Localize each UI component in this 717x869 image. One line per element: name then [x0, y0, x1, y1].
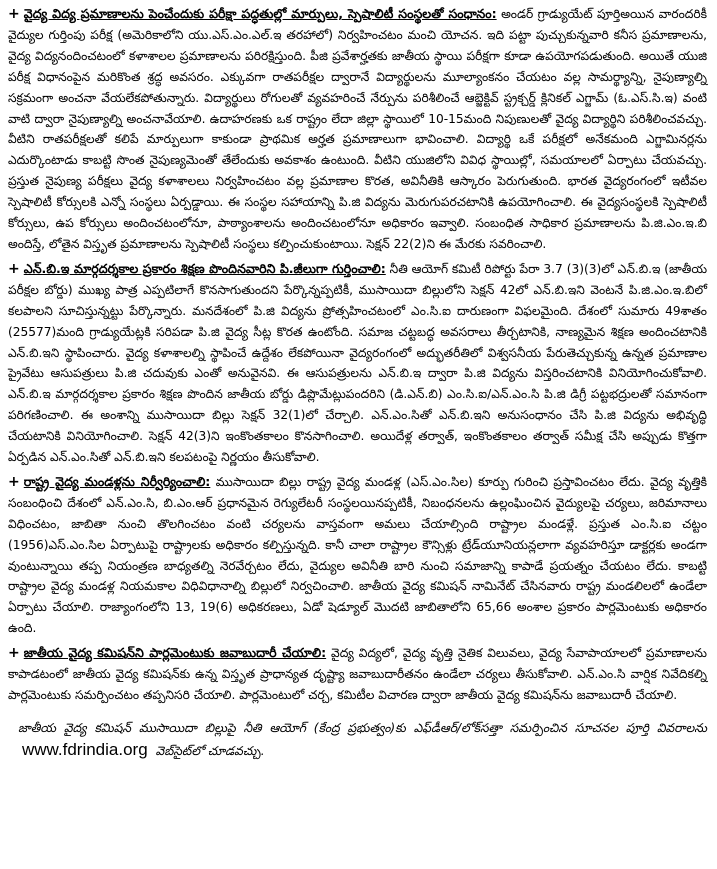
- section-body: నీతి ఆయోగ్ కమిటీ రిపోర్టు పేరా 3.7 (3)(3)లో ఎన్.బి.ఇ (జాతీయ పరీక్షల బోర్డు) ముఖ్య పాత్ర ఎప్పటిలాగే కొనసాగుతుందని పేర్కొన్నప్పటికీ, ముసాయిదా బిల్లులోని సెక్షన్ 42లో ఎన్.బి.ఇని వెంటనే పి.జి.ఎం.ఇ.బిలో కలపాలని సూచిస్తున్నట్టు పేర్కొన్నారు. మనదేశంలో పి.జి విద్యను ప్రోత్సహించటంలో ఎం.సి.ఐ దారుణంగా విఫలమైంది. దేశంలో సుమారు 49శాతం (25577)మంది గ్రాడ్యుయేట్లకి సరిపడా పి.జి వైద్య సీట్ల కొరత ఉంటోంది. సమాజ చట్టబద్ధ అవసరాలు తీర్చటానికి, నాణ్యమైన శిక్షణ అందించటానికి ఎన్.బి.ఇని స్థాపించారు. వైద్య కళాశాలల్ని స్థాపించే ఉద్దేశం లేకపోయినా వైద్యరంగంలో అద్భుతరీతిలో విశ్వసనీయ పేరుతెచ్చుకున్న ఉన్నత ప్రమాణాల ప్రైవేటు ఆసుపత్రులు పి.జి చదువుకు ఎంతో అనువైనవి. ఈ ఆసుపత్రులను ఎన్.బి.ఇ ద్వారా పి.జి విద్యను విస్తరించటానికి వినియోగించుకోవాలి. ఎన్.బి.ఇ మార్గదర్శకాల ప్రకారం శిక్షణ పొందిన జాతీయ బోర్డు డిప్లొమేట్లుపందరిని (డి.ఎన్.బి) ఎం.సి.ఐ/ఎన్.ఎం.సి పి.జి డిగ్రీ పట్టభద్రులతో సమానంగా పరిగణించాలి. ఈ అంశాన్ని ముసాయిదా బిల్లు సెక్షన్ 32(1)లో చేర్చాలి. ఎన్.ఎం.సితో ఎన్.బి.ఇని అనుసంధానం చేసి పి.జి విద్యను అభివృద్ధి చేయటానికి వినియోగించాలి. సెక్షన్ 42(3)ని ఇంకొంతకాలం కొనసాగించాలి. అయిదేళ్ల తర్వాత్, ఇంకొంతకాలం తర్వాత్ సమీక్ష చేసి అప్పుడు కొత్తగా ఏర్పడిన ఎన్.ఎం.సితో ఎన్.బి.ఇని కలపటంపై నిర్ణయం తీసుకోవాలి.: [8, 261, 708, 465]
- bullet-plus-icon: +: [8, 260, 20, 277]
- section-body: ముసాయిదా బిల్లు రాష్ట్ర వైద్య మండళ్ల (ఎస్.ఎం.సిల) కూర్పు గురించి ప్రస్తావించటం లేదు. వైద్య వృత్తికి సంబంధించి దేశంలో ఎన్.ఎం.సి, బి.ఎం.ఆర్ ప్రధానమైన రెగ్యులేటరీ సంస్థలయినప్పటికీ, నిబంధనలను ఉల్లంఘించిన వైద్యులపై చర్యలు, జరిమానాలు విధించటం, జాబితా నుంచి తొలగించటం వంటి చర్యలను వాస్తవంగా అమలు చేయాల్సింది రాష్ట్రాల మండళ్లే. ప్రస్తుత ఎం.సి.ఐ చట్టం (1956)ఎస్.ఎం.సిల ఏర్పాటుపై రాష్ట్రాలకు అధికారం కల్పిస్తున్నది. కానీ చాలా రాష్ట్రాల కౌన్సిళ్లు ట్రేడ్‌యూనియన్లలాగా వ్యవహరిస్తూ డాక్టర్లకు అండగా వుంటున్నాయి తప్ప నియంత్రణ బాధ్యతల్ని నెరవేర్చటం లేదు, వైద్యుల అవినీతి బారి నుంచి సమాజాన్ని కాపాడే ప్రయత్నం చేయటం లేదు. కాబట్టి రాష్ట్రాల వైద్య మండళ్ల నియమకాల విధివిధానాల్ని బిల్లులో నిర్వచించాలి. జాతీయ వైద్య కమిషన్ నామినేట్ చేసినవారు రాష్ట్ర మండలిలలో ఉండేలా ఏర్పాటు చేయాలి. రాజ్యాంగంలోని 13, 19(6) అధికరణలు, ఏడో షెడ్యూల్ మొదటి జాబితాలోని 65,66 అంశాల ప్రకారం పార్లమెంటుకు అధికారం ఉంది.: [8, 474, 708, 636]
- section-nbe-recognition: [8, 259, 707, 468]
- section-body: వైద్య విద్యలో, వైద్య వృత్తి నైతిక విలువలు, వైద్య సేవాపాయాలలో ప్రమాణాలను కాపాడటంలో జాతీయ వైద్య కమిషన్‌కు ఉన్న విస్తృత ప్రాధాన్యత దృష్ట్యా జవాబుదారీతనం ఉండేలా చర్యలు తీసుకోవాలి. ఎన్.ఎం.సి వార్షిక నివేదికల్ని పార్లమెంటుకు సమర్పించటం తప్పనిసరి చేయాలి. పార్లమెంటులో చర్చ, కమిటీల విచారణ ద్వారా జాతీయ వైద్య కమిషన్‌ను జవాబుదారీ చేయాలి.: [8, 646, 707, 702]
- bullet-plus-icon: +: [8, 473, 20, 490]
- section-heading: జాతీయ వైద్య కమిషన్‌ని పార్లమెంటుకు జవాబుదారీ చేయాలి:: [23, 645, 327, 661]
- footer-text-before: జాతీయ వైద్య కమిషన్ ముసాయిదా బిల్లుపై నీతి ఆయోగ్ (కేంద్ర ప్రభుత్వం)కు ఎఫ్‌డీఆర్/లోక్‌సత్తా సమర్పించిన సూచనల పూర్తి వివరాలను: [18, 721, 707, 736]
- section-heading: ఎన్.బి.ఇ మార్గదర్శకాల ప్రకారం శిక్షణ పొందినవారిని పి.జీలుగా గుర్తించాలి:: [23, 260, 386, 276]
- section-heading: వైద్య విద్య ప్రమాణాలను పెంచేందుకు పరీక్షా పద్ధతుల్లో మార్పులు, స్పెషాలిటీ సంస్థలతో సంధానం:: [23, 6, 497, 21]
- section-body: అండర్ గ్రాడ్యుయేట్ పూర్తిఅయిన వారందరికీ వైద్యుల గుర్తింపు పరీక్ష (అమెరికాలోని యు.ఎస్.ఎం.ఎల్.ఇ తరహాలో) నిర్వహించటం మంచి యోచన. ఇది పట్టా పుచ్చుకున్నవారి కనీస ప్రమాణాలను, వైద్య విద్యనందించటంలో కళాశాలల ప్రమాణాలను పరిరక్షిస్తుంది. పీజి ప్రవేశార్హతకు జాతీయ స్థాయి పరీక్షగా కూడా ఉపయోగపడుతుంది. అయితే యుజి పరీక్ష విధానంపైన మరికొంత శ్రద్ధ అవసరం. ఎక్కువగా రాతపరీక్షల ద్వారానే విద్యార్థులను మూల్యాంకనం చేయటం వల్ల సామర్థ్యాన్ని, నైపుణ్యాల్ని సక్రమంగా అంచనా వేయలేకపోతున్నారు. విద్యార్థులు రోగులతో వ్యవహరించే నేర్పును పరిశీలించే ఆబ్జెక్టివ్ స్ట్రక్చర్డ్ క్లినికల్ ఎగ్జామ్ (ఓ.ఎస్.సి.ఇ) వంటి వాటి ద్వారా నైపుణ్యాల్ని అంచనావేయాలి. ఉదాహరణకు ఒక రాష్ట్రం లేదా జిల్లా స్థాయిలో 10-15మంది నిపుణులతో వైద్య విద్యార్థిని పరిశీలించవచ్చు. వీటిని రాతపరీక్షలతో కలిపే మార్పులుగా కాకుండా ప్రాథమిక అర్హత ప్రమాణాలుగా భావించాలి. విద్యార్థి ఒకే పరీక్షలో అనేకమంది ఎగ్జామినర్లను ఎదుర్కొంటాడు కాబట్టి సొంత నైపుణ్యమెంతో తేలేందుకు అవకాశం ఉంటుంది. వీటిని యుజిలోని వివిధ స్థాయిల్లో, సమయాలలో ఏర్పాటు చేయవచ్చు. ప్రస్తుత నైపుణ్య పరీక్షలు వైద్య కళాశాలలు నిర్వహించటం వల్ల ప్రమాణాల కొరత, అవినీతికి ఆస్కారం పెరుగుతుంది. భారత వైద్యరంగంలో ఇటీవల స్పెషాలిటీ కోర్సులకి ఎన్నో సంస్థలు ఏర్పడ్డాయి. ఈ సంస్థల సహాయాన్ని పి.జి విద్యను మెరుగుపరచటానికి ఉపయోగించాలి. ఈ వైద్యసంస్థలకి స్పెషాలిటీ కోర్సులు, ఉప కోర్సులు అందించటంలోనూ, పాఠ్యాంశాలను అందించటంలోనూ అధికారం ఇవ్వాలి. సంబంధిత సాధికార ప్రమాణాలను పి.జి.ఎం.ఇ.బి అందిస్తే, లోతైన విస్తృత ప్రమాణాలను స్పెషాలిటీ సంస్థలు కల్పించుకుంటాయి. సెక్షన్ 22(2)ని ఈ మేరకు సవరించాలి.: [8, 7, 707, 251]
- section-heading: రాష్ట్ర వైద్య మండళ్లను నిర్వీర్యించాలి:: [23, 473, 211, 489]
- section-exam-reform: [8, 4, 707, 255]
- bullet-plus-icon: +: [8, 6, 20, 22]
- footer-text-after: వెబ్‌సైట్‌లో చూడవచ్చు.: [155, 744, 265, 759]
- website-link[interactable]: www.fdrindia.org: [22, 740, 148, 760]
- bullet-plus-icon: +: [8, 645, 20, 662]
- section-state-councils: [8, 472, 707, 639]
- footer-note: [8, 718, 707, 762]
- section-nmc-accountability: [8, 643, 707, 706]
